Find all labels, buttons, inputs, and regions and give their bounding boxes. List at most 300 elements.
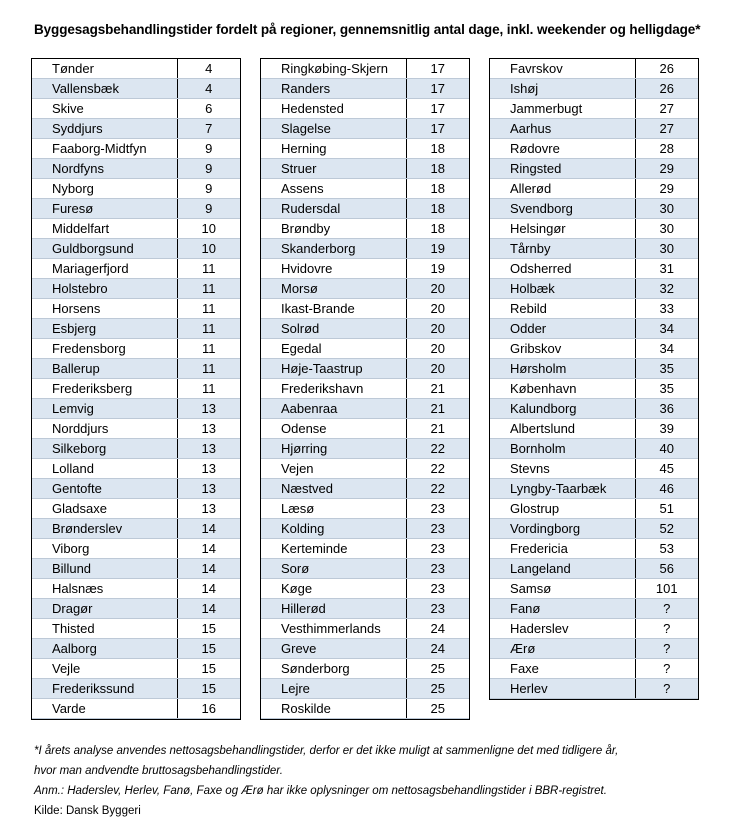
table-row [261, 279, 469, 299]
municipality-name: Albertslund [490, 419, 635, 439]
processing-days: 25 [406, 659, 469, 679]
municipality-name: Kalundborg [490, 399, 635, 419]
table-row [261, 239, 469, 259]
municipality-name: Brønderslev [32, 519, 177, 539]
processing-days: 23 [406, 519, 469, 539]
table-row [261, 379, 469, 399]
municipality-name: Favrskov [490, 59, 635, 79]
table-row [261, 599, 469, 619]
processing-days: 45 [635, 459, 698, 479]
municipality-name: Helsingør [490, 219, 635, 239]
processing-days: 6 [177, 99, 240, 119]
page-title: Byggesagsbehandlingstider fordelt på regioner, gennemsnitlig antal dage, inkl. weekender og helligdage* [34, 22, 701, 37]
municipality-name: Gladsaxe [32, 499, 177, 519]
table-row [32, 499, 240, 519]
processing-days: 18 [406, 199, 469, 219]
table-row [490, 159, 698, 179]
table-row [490, 199, 698, 219]
table-row [32, 659, 240, 679]
processing-days: 30 [635, 219, 698, 239]
municipality-name: Roskilde [261, 699, 406, 719]
processing-days: 9 [177, 179, 240, 199]
municipality-name: Randers [261, 79, 406, 99]
processing-days: 36 [635, 399, 698, 419]
processing-days: ? [635, 599, 698, 619]
municipality-name: Ringsted [490, 159, 635, 179]
municipality-name: Langeland [490, 559, 635, 579]
table-row [490, 59, 698, 79]
table-row [32, 639, 240, 659]
processing-days: 11 [177, 359, 240, 379]
table-row [261, 479, 469, 499]
municipality-name: Varde [32, 699, 177, 719]
processing-days: 30 [635, 239, 698, 259]
table-row [261, 139, 469, 159]
municipality-name: Norddjurs [32, 419, 177, 439]
table-row [32, 219, 240, 239]
municipality-name: Nyborg [32, 179, 177, 199]
table-row [261, 659, 469, 679]
table-row [32, 379, 240, 399]
municipality-name: Rødovre [490, 139, 635, 159]
municipality-name: Samsø [490, 579, 635, 599]
municipality-name: Lejre [261, 679, 406, 699]
municipality-name: Kolding [261, 519, 406, 539]
municipality-name: Holbæk [490, 279, 635, 299]
municipality-name: Horsens [32, 299, 177, 319]
municipality-name: Vesthimmerlands [261, 619, 406, 639]
processing-days: 51 [635, 499, 698, 519]
municipality-name: Halsnæs [32, 579, 177, 599]
municipality-name: Fredericia [490, 539, 635, 559]
processing-days: 22 [406, 479, 469, 499]
processing-days: 53 [635, 539, 698, 559]
municipality-name: Guldborgsund [32, 239, 177, 259]
table-row [261, 359, 469, 379]
table-row [32, 339, 240, 359]
processing-days: 11 [177, 379, 240, 399]
processing-days: 27 [635, 99, 698, 119]
table-row [490, 379, 698, 399]
processing-days: 20 [406, 339, 469, 359]
table-row [490, 139, 698, 159]
municipality-name: Aalborg [32, 639, 177, 659]
processing-days: 13 [177, 459, 240, 479]
municipality-name: Odense [261, 419, 406, 439]
table-row [261, 579, 469, 599]
municipality-name: Billund [32, 559, 177, 579]
processing-days: 24 [406, 619, 469, 639]
processing-days: 28 [635, 139, 698, 159]
table-row [261, 639, 469, 659]
municipality-name: Hillerød [261, 599, 406, 619]
table-row [490, 399, 698, 419]
table-row [261, 679, 469, 699]
processing-days: 20 [406, 299, 469, 319]
table-row [261, 99, 469, 119]
municipality-name: Læsø [261, 499, 406, 519]
processing-days: 35 [635, 379, 698, 399]
municipality-name: Aabenraa [261, 399, 406, 419]
table-row [32, 99, 240, 119]
processing-days: 40 [635, 439, 698, 459]
processing-days: 16 [177, 699, 240, 719]
municipality-name: Mariagerfjord [32, 259, 177, 279]
processing-days: ? [635, 619, 698, 639]
table-row [490, 119, 698, 139]
table-row [32, 599, 240, 619]
table-row [490, 479, 698, 499]
municipality-name: Stevns [490, 459, 635, 479]
processing-days: 11 [177, 339, 240, 359]
municipality-name: Frederiksberg [32, 379, 177, 399]
municipality-name: Thisted [32, 619, 177, 639]
processing-days: 34 [635, 319, 698, 339]
processing-days: 9 [177, 139, 240, 159]
table-row [261, 459, 469, 479]
municipality-name: Odder [490, 319, 635, 339]
municipality-name: Gentofte [32, 479, 177, 499]
processing-days: 23 [406, 539, 469, 559]
processing-days: 29 [635, 179, 698, 199]
municipality-name: Køge [261, 579, 406, 599]
processing-days: 23 [406, 499, 469, 519]
processing-days: 46 [635, 479, 698, 499]
processing-days: 14 [177, 599, 240, 619]
processing-days: 21 [406, 399, 469, 419]
processing-days: 15 [177, 639, 240, 659]
municipality-name: Skanderborg [261, 239, 406, 259]
processing-days: ? [635, 659, 698, 679]
table-row [490, 519, 698, 539]
municipality-name: Svendborg [490, 199, 635, 219]
table-row [32, 79, 240, 99]
processing-days: ? [635, 679, 698, 699]
processing-days: 20 [406, 279, 469, 299]
processing-days: 56 [635, 559, 698, 579]
municipality-name: Sorø [261, 559, 406, 579]
table-row [32, 259, 240, 279]
table-row [490, 599, 698, 619]
processing-days: 15 [177, 659, 240, 679]
municipality-name: Ikast-Brande [261, 299, 406, 319]
table-row [261, 399, 469, 419]
table-row [261, 179, 469, 199]
municipality-name: Vejen [261, 459, 406, 479]
municipality-name: Skive [32, 99, 177, 119]
table-row [32, 559, 240, 579]
municipality-name: Rudersdal [261, 199, 406, 219]
municipality-name: Høje-Taastrup [261, 359, 406, 379]
processing-days: 14 [177, 539, 240, 559]
table-row [32, 479, 240, 499]
municipality-name: Ballerup [32, 359, 177, 379]
processing-days: 14 [177, 579, 240, 599]
processing-days: 11 [177, 319, 240, 339]
processing-days: 29 [635, 159, 698, 179]
municipality-name: Lemvig [32, 399, 177, 419]
municipality-name: Solrød [261, 319, 406, 339]
table-row [32, 459, 240, 479]
municipality-name: Frederikssund [32, 679, 177, 699]
processing-days: 10 [177, 239, 240, 259]
municipality-name: Syddjurs [32, 119, 177, 139]
table-row [261, 259, 469, 279]
processing-days: 11 [177, 279, 240, 299]
processing-days: 13 [177, 439, 240, 459]
table-row [32, 139, 240, 159]
table-row [490, 319, 698, 339]
processing-days: 11 [177, 259, 240, 279]
municipality-name: Næstved [261, 479, 406, 499]
table-row [261, 439, 469, 459]
table-row [261, 119, 469, 139]
processing-days: ? [635, 639, 698, 659]
table-row [261, 619, 469, 639]
processing-days: 25 [406, 699, 469, 719]
processing-days: 26 [635, 79, 698, 99]
table-row [32, 179, 240, 199]
processing-days: 17 [406, 59, 469, 79]
processing-days: 22 [406, 439, 469, 459]
municipality-name: Sønderborg [261, 659, 406, 679]
processing-days: 9 [177, 159, 240, 179]
table-row [261, 199, 469, 219]
municipality-name: Kerteminde [261, 539, 406, 559]
processing-days: 18 [406, 219, 469, 239]
processing-days: 24 [406, 639, 469, 659]
processing-days: 4 [177, 59, 240, 79]
municipality-name: Assens [261, 179, 406, 199]
processing-days: 22 [406, 459, 469, 479]
processing-days: 30 [635, 199, 698, 219]
municipality-name: Vejle [32, 659, 177, 679]
processing-days: 33 [635, 299, 698, 319]
footnote-source: Kilde: Dansk Byggeri [34, 805, 141, 817]
municipality-name: København [490, 379, 635, 399]
municipality-name: Haderslev [490, 619, 635, 639]
municipality-name: Hjørring [261, 439, 406, 459]
table-row [32, 279, 240, 299]
processing-days: 14 [177, 519, 240, 539]
municipality-name: Fredensborg [32, 339, 177, 359]
municipality-name: Odsherred [490, 259, 635, 279]
municipality-name: Frederikshavn [261, 379, 406, 399]
municipality-name: Rebild [490, 299, 635, 319]
municipality-name: Hørsholm [490, 359, 635, 379]
table-row [32, 359, 240, 379]
municipality-name: Fanø [490, 599, 635, 619]
municipality-name: Tønder [32, 59, 177, 79]
municipality-name: Tårnby [490, 239, 635, 259]
table-row [261, 59, 469, 79]
processing-days: 17 [406, 79, 469, 99]
table-row [32, 59, 240, 79]
table-row [32, 539, 240, 559]
processing-days: 17 [406, 119, 469, 139]
table-row [490, 279, 698, 299]
processing-days: 21 [406, 379, 469, 399]
table-row [490, 359, 698, 379]
municipality-name: Silkeborg [32, 439, 177, 459]
processing-days: 23 [406, 579, 469, 599]
processing-days: 18 [406, 179, 469, 199]
table-row [490, 639, 698, 659]
table-row [261, 539, 469, 559]
table-row [32, 119, 240, 139]
municipality-name: Greve [261, 639, 406, 659]
processing-days: 4 [177, 79, 240, 99]
municipality-table-1 [32, 59, 240, 719]
table-row [261, 699, 469, 719]
table-row [261, 419, 469, 439]
processing-days: 13 [177, 499, 240, 519]
table-row [261, 339, 469, 359]
table-row [490, 539, 698, 559]
municipality-name: Lyngby-Taarbæk [490, 479, 635, 499]
table-row [490, 299, 698, 319]
processing-days: 25 [406, 679, 469, 699]
footnote-annotation: Anm.: Haderslev, Herlev, Fanø, Faxe og Ærø har ikke oplysninger om nettosagsbehandlingstider i BBR-registret. [34, 785, 607, 797]
table-row [32, 579, 240, 599]
table-row [490, 679, 698, 699]
table-row [490, 259, 698, 279]
table-row [490, 99, 698, 119]
municipality-name: Nordfyns [32, 159, 177, 179]
table-row [32, 699, 240, 719]
processing-days: 23 [406, 599, 469, 619]
table-row [490, 79, 698, 99]
processing-days: 19 [406, 239, 469, 259]
municipality-name: Vordingborg [490, 519, 635, 539]
table-row [32, 199, 240, 219]
table-row [32, 399, 240, 419]
municipality-name: Struer [261, 159, 406, 179]
municipality-name: Bornholm [490, 439, 635, 459]
municipality-name: Faxe [490, 659, 635, 679]
processing-days: 9 [177, 199, 240, 219]
municipality-name: Ærø [490, 639, 635, 659]
table-row [32, 299, 240, 319]
municipality-name: Egedal [261, 339, 406, 359]
table-row [490, 439, 698, 459]
table-row [490, 419, 698, 439]
table-row [261, 219, 469, 239]
municipality-name: Esbjerg [32, 319, 177, 339]
municipality-name: Faaborg-Midtfyn [32, 139, 177, 159]
table-row [261, 79, 469, 99]
table-row [32, 679, 240, 699]
table-row [490, 179, 698, 199]
processing-days: 7 [177, 119, 240, 139]
table-row [261, 159, 469, 179]
municipality-name: Herlev [490, 679, 635, 699]
processing-days: 101 [635, 579, 698, 599]
table-row [261, 299, 469, 319]
municipality-name: Allerød [490, 179, 635, 199]
municipality-name: Gribskov [490, 339, 635, 359]
municipality-name: Ishøj [490, 79, 635, 99]
footnotes [34, 741, 618, 821]
processing-days: 32 [635, 279, 698, 299]
processing-days: 17 [406, 99, 469, 119]
municipality-name: Glostrup [490, 499, 635, 519]
table-row [261, 319, 469, 339]
processing-days: 23 [406, 559, 469, 579]
table-row [261, 499, 469, 519]
processing-days: 39 [635, 419, 698, 439]
processing-days: 10 [177, 219, 240, 239]
processing-days: 18 [406, 139, 469, 159]
municipality-name: Jammerbugt [490, 99, 635, 119]
municipality-name: Viborg [32, 539, 177, 559]
municipality-name: Hvidovre [261, 259, 406, 279]
processing-days: 26 [635, 59, 698, 79]
municipality-name: Slagelse [261, 119, 406, 139]
municipality-name: Brøndby [261, 219, 406, 239]
table-row [490, 659, 698, 679]
table-row [490, 339, 698, 359]
processing-days: 31 [635, 259, 698, 279]
processing-days: 21 [406, 419, 469, 439]
table-row [490, 559, 698, 579]
table-row [490, 219, 698, 239]
table-row [490, 499, 698, 519]
table-row [490, 619, 698, 639]
processing-days: 52 [635, 519, 698, 539]
table-row [32, 519, 240, 539]
municipality-name: Hedensted [261, 99, 406, 119]
processing-days: 13 [177, 419, 240, 439]
municipality-name: Aarhus [490, 119, 635, 139]
municipality-name: Holstebro [32, 279, 177, 299]
municipality-table-2 [261, 59, 469, 719]
processing-days: 34 [635, 339, 698, 359]
municipality-name: Dragør [32, 599, 177, 619]
municipality-name: Lolland [32, 459, 177, 479]
processing-days: 35 [635, 359, 698, 379]
footnote-line-1: *I årets analyse anvendes nettosagsbehandlingstider, derfor er det ikke muligt at sammenligne det med tidligere år, [34, 745, 619, 757]
municipality-name: Middelfart [32, 219, 177, 239]
processing-days: 18 [406, 159, 469, 179]
municipality-name: Vallensbæk [32, 79, 177, 99]
processing-days: 15 [177, 619, 240, 639]
processing-days: 13 [177, 399, 240, 419]
processing-days: 19 [406, 259, 469, 279]
processing-days: 27 [635, 119, 698, 139]
municipality-name: Herning [261, 139, 406, 159]
processing-days: 11 [177, 299, 240, 319]
table-row [261, 559, 469, 579]
table-row [32, 439, 240, 459]
table-row [261, 519, 469, 539]
municipality-table-3 [490, 59, 698, 699]
processing-days: 13 [177, 479, 240, 499]
table-row [32, 239, 240, 259]
table-row [490, 239, 698, 259]
footnote-line-2: hvor man andvendte bruttosagsbehandlingstider. [34, 765, 283, 777]
table-row [490, 579, 698, 599]
table-row [32, 619, 240, 639]
table-row [32, 319, 240, 339]
table-row [490, 459, 698, 479]
processing-days: 20 [406, 319, 469, 339]
municipality-name: Ringkøbing-Skjern [261, 59, 406, 79]
table-row [32, 419, 240, 439]
table-row [32, 159, 240, 179]
processing-days: 14 [177, 559, 240, 579]
municipality-name: Morsø [261, 279, 406, 299]
